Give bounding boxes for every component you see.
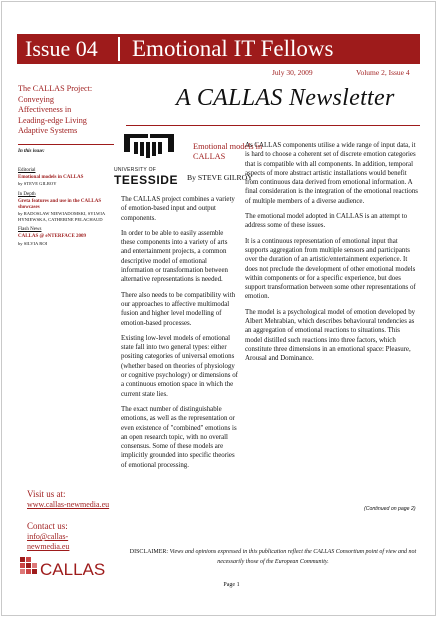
masthead-title: Emotional IT Fellows <box>132 36 334 61</box>
contact-label: Contact us: <box>27 521 68 531</box>
issue-date: July 30, 2009 <box>272 68 313 77</box>
article-paragraph: The model is a psychological model of emotion developed by Albert Mehrabian, which describes behavioural tendencies as an aggregation of emotional reactions to situations. This model distilled such reactions into three factors, which constitute three dimensions in an emotional space: Pleasure, Arousal and Dominance. <box>245 308 416 363</box>
website-link[interactable]: www.callas-newmedia.eu <box>27 500 110 509</box>
sidebar-rule <box>18 144 114 145</box>
university-name-line2: TEESSIDE <box>114 173 179 187</box>
toc-article-link[interactable]: Greta features and use in the CALLAS showcases <box>18 198 102 210</box>
article-heading-line: CALLAS <box>193 152 226 161</box>
visit-label: Visit us at: <box>27 489 66 499</box>
project-line: The CALLAS Project: <box>18 84 93 93</box>
toc-article-author: by SILVIA ROI <box>18 240 48 246</box>
issue-volume: Volume 2, Issue 4 <box>356 68 410 77</box>
page-number-wrap <box>0 582 437 588</box>
header-rule <box>126 125 420 126</box>
university-name-line1: UNIVERSITY OF <box>114 167 157 173</box>
project-description <box>18 84 114 137</box>
article-paragraph: There also needs to be compatibility with our approaches to affective multimodal fusion and higher level modelling of emotion-based processes. <box>121 291 236 327</box>
toc-section-head: Flash News <box>18 227 42 233</box>
article-paragraph: Existing low-level models of emotional state fall into two general types: either positing categories of universal emotions (whether based on theories of physiology or cognitive psychology) or dimensions of a continuous emotion space in which the current state lies. <box>121 334 238 398</box>
issue-label: Issue 04 <box>25 36 98 61</box>
project-line: Adaptive Systems <box>18 126 78 136</box>
disclaimer-text: Views and opinions expressed in this publication reflect the CALLAS Consortium point of view and not necessarily those of the European Community. <box>169 549 417 565</box>
disclaimer-label: DISCLAIMER: <box>129 549 169 555</box>
contact-email-line: newmedia.eu <box>27 542 70 551</box>
masthead-band <box>17 34 420 64</box>
article-paragraph: It is a continuous representation of emotional input that supports aggregation from multiple sensors and participants over the duration of an artistic/entertainment experience. It does not preclude the development of other emotional models within components or for a specific experience, but does support transformation between some other representations of emotion. <box>245 237 416 301</box>
project-line: Conveying <box>18 94 54 104</box>
article-paragraph: As CALLAS components utilise a wide range of input data, it is hard to choose a coherent set of discrete emotion categories that is compatible with all components. In addition, temporal aspects of more abstract artistic installations would benefit from continuous data derived from emotional information. A final consideration is the integration of the emotional reactions of multiple members of a diverse audience. <box>245 142 418 205</box>
newsletter-title: A CALLAS Newsletter <box>176 85 395 111</box>
toc-article-author: by RADOSLAW NIEWIADOMSKI, SYLWIA HYNIEWSKA, CATHERINE PELACHAUD <box>18 211 105 222</box>
callas-logo-text: CALLAS <box>40 560 106 579</box>
article-author: By STEVE GILROY <box>187 173 253 182</box>
article-paragraph: The emotional model adopted in CALLAS is an attempt to address some of these issues. <box>245 213 408 230</box>
disclaimer <box>123 547 423 567</box>
toc-article-author: by STEVE GILROY <box>18 181 57 187</box>
callas-logo <box>20 553 106 583</box>
in-this-issue-heading: In this issue: <box>18 148 45 154</box>
article-paragraph: The exact number of distinguishable emotions, as well as the representation or even existence of "combined" emotions is an open research topic, with no overall consensus. Some of these models are implicitly grounded into specific theories of emotional processing. <box>121 405 237 469</box>
contact-email-link[interactable] <box>27 532 107 552</box>
toc-section-head: In Depth <box>18 191 36 197</box>
article-paragraph: In order to be able to easily assemble these components into a variety of arts and entertainment projects, a common descriptive model of emotional information or transformation between alternative representations is needed. <box>121 229 228 284</box>
header-divider <box>118 37 120 61</box>
article-heading-line: Emotional models in <box>193 142 263 151</box>
toc-article-link[interactable]: Emotional models in CALLAS <box>18 174 84 180</box>
project-line: Leading-edge Living <box>18 115 87 125</box>
sidebar <box>18 84 114 246</box>
toc-section-head: Editorial <box>18 167 36 173</box>
article-paragraph: The CALLAS project combines a variety of emotion-based input and output components. <box>121 196 235 222</box>
continued-note[interactable]: (Continued on page 2) <box>364 506 416 512</box>
article-column-2 <box>245 141 418 370</box>
article-column-1 <box>121 195 238 476</box>
toc-article-link[interactable]: CALLAS @ eNTERFACE 2009 <box>18 234 87 240</box>
contact-email-line: info@callas- <box>27 532 69 541</box>
project-line: Affectiveness in <box>18 105 72 115</box>
page-number: Page 1 <box>223 582 240 588</box>
